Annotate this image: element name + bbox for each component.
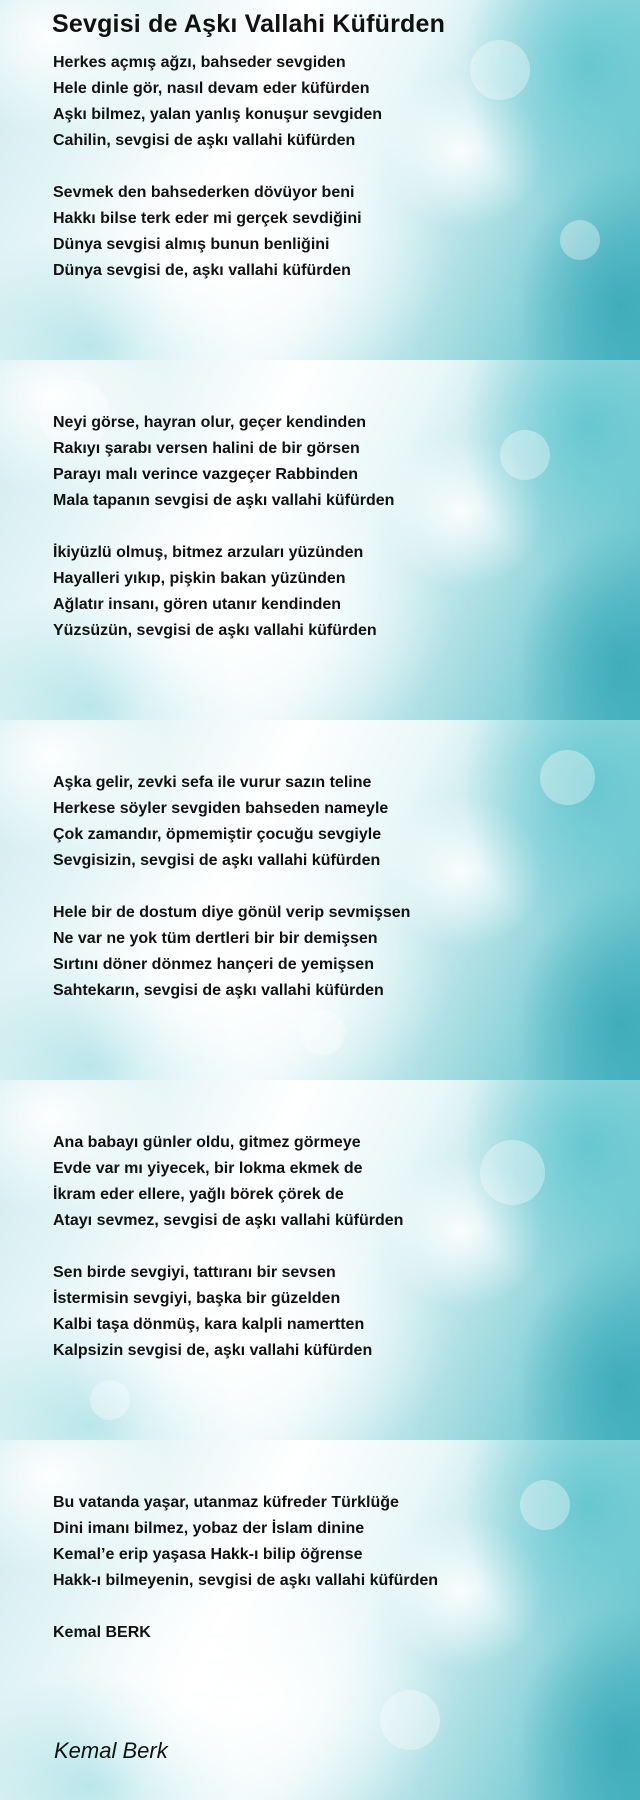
stanza-6 [53,900,410,1004]
poem-line: İstermisin sevgiyi, başka bir güzelden [53,1290,341,1307]
poem-line: Kalpsizin sevgisi de, aşkı vallahi küfürden [53,1342,373,1359]
bokeh-light [560,220,600,260]
poem-panel-1 [0,0,640,360]
poem-line: Herkese söyler sevgiden bahseden nameyle [53,800,389,817]
poem-line: İkram eder ellere, yağlı börek çörek de [53,1186,344,1203]
poem-line: Hakk-ı bilmeyenin, sevgisi de aşkı vallahi küfürden [53,1572,439,1589]
poem-panel-2 [0,360,640,720]
poem-line: Ana babayı günler oldu, gitmez görmeye [53,1134,361,1151]
bokeh-light [520,1480,570,1530]
stanza-2 [53,180,362,284]
stanza-5 [53,770,388,874]
poem-line: Neyi görse, hayran olur, geçer kendinden [53,414,366,431]
bokeh-light [90,1380,130,1420]
stanza-4 [53,540,377,644]
poem-line: Sevgisizin, sevgisi de aşkı vallahi küfürden [53,852,381,869]
bokeh-light [540,750,595,805]
poem-line: Parayı malı verince vazgeçer Rabbinden [53,466,359,483]
poem-line: Herkes açmış ağzı, bahseder sevgiden [53,54,346,71]
poem-line: Aşkı bilmez, yalan yanlış konuşur sevgiden [53,106,383,123]
poem-line: Ağlatır insanı, gören utanır kendinden [53,596,342,613]
poem-line: Atayı sevmez, sevgisi de aşkı vallahi küfürden [53,1212,404,1229]
poem-line: Evde var mı yiyecek, bir lokma ekmek de [53,1160,363,1177]
poem-title: Sevgisi de Aşkı Vallahi Küfürden [52,10,446,38]
poem-line: Kemal’e erip yaşasa Hakk-ı bilip öğrense [53,1546,363,1563]
poem-line: Sen birde sevgiyi, tattıranı bir sevsen [53,1264,336,1281]
poem-line: Aşka gelir, zevki sefa ile vurur sazın teline [53,774,372,791]
poem-line: Sevmek den bahsederken dövüyor beni [53,184,355,201]
poem-line: Hayalleri yıkıp, pişkin bakan yüzünden [53,570,346,587]
poem-signature: Kemal BERK [53,1624,151,1641]
poem-panel-3 [0,720,640,1080]
stanza-1 [53,50,382,154]
poem-line: Ne var ne yok tüm dertleri bir bir demişsen [53,930,378,947]
poem-line: İkiyüzlü olmuş, bitmez arzuları yüzünden [53,544,364,561]
poem-line: Hele dinle gör, nasıl devam eder küfürden [53,80,370,97]
stanza-3 [53,410,394,514]
poem-line: Sırtını döner dönmez hançeri de yemişsen [53,956,374,973]
bokeh-light [470,40,530,100]
poem-line: Dini imanı bilmez, yobaz der İslam dinine [53,1520,365,1537]
author-footer: Kemal Berk [54,1738,168,1763]
poem-line: Sahtekarın, sevgisi de aşkı vallahi küfürden [53,982,384,999]
poem-line: Hakkı bilse terk eder mi gerçek sevdiğini [53,210,362,227]
poem-line: Hele bir de dostum diye gönül verip sevmişsen [53,904,411,921]
stanza-9 [53,1490,438,1594]
stanza-7 [53,1130,403,1234]
poem-line: Dünya sevgisi de, aşkı vallahi küfürden [53,262,351,279]
stanza-8 [53,1260,372,1364]
poem-line: Yüzsüzün, sevgisi de aşkı vallahi küfürden [53,622,377,639]
poem-line: Çok zamandır, öpmemiştir çocuğu sevgiyle [53,826,382,843]
poem-line: Kalbi taşa dönmüş, kara kalpli namertten [53,1316,365,1333]
poem-line: Rakıyı şarabı versen halini de bir görsen [53,440,360,457]
poem-line: Cahilin, sevgisi de aşkı vallahi küfürden [53,132,356,149]
poem-panel-4 [0,1080,640,1440]
poem-line: Bu vatanda yaşar, utanmaz küfreder Türklüğe [53,1494,399,1511]
bokeh-light [300,1010,345,1055]
bokeh-light [380,1690,440,1750]
bokeh-light [500,430,550,480]
poem-line: Dünya sevgisi almış bunun benliğini [53,236,330,253]
poem-line: Mala tapanın sevgisi de aşkı vallahi küfürden [53,492,395,509]
bokeh-light [480,1140,545,1205]
